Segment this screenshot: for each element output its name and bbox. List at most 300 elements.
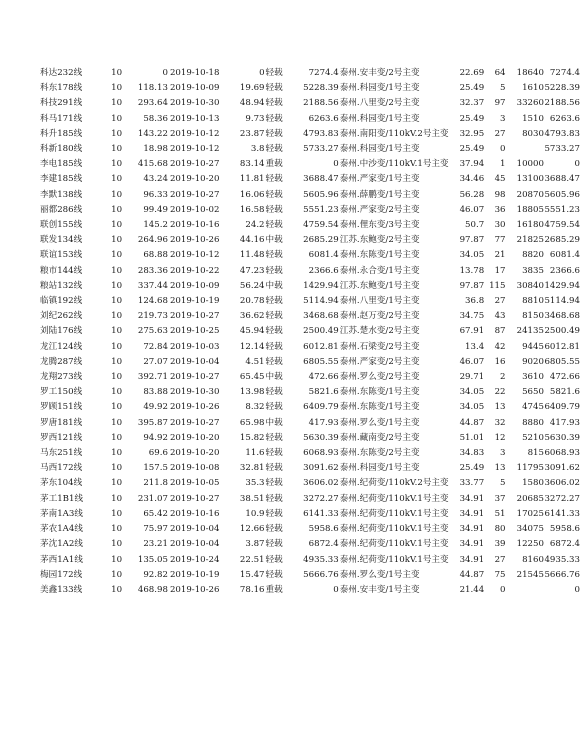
cell-available-capacity: 5228.39: [303, 83, 339, 94]
cell-max-current: 211.8: [143, 478, 168, 489]
table-row: [40, 400, 580, 415]
cell-transformer-load-rate: 44.87: [459, 569, 485, 580]
cell-transformer-load-rate: 34.91: [459, 493, 485, 504]
cell-transformer-load-rate: 34.91: [459, 508, 485, 519]
cell-transformer-load-rate: 37.94: [459, 159, 485, 170]
cell-user-count: 3: [500, 113, 506, 124]
cell-transformer-load-rate: 32.95: [459, 128, 485, 139]
cell-installed-capacity: 21545: [516, 569, 544, 580]
cell-load-status: 轻载: [265, 432, 283, 443]
cell-remaining-capacity: 4759.54: [544, 220, 580, 231]
cell-remaining-capacity: 4793.83: [544, 128, 580, 139]
cell-max-current: 118.13: [137, 83, 168, 94]
cell-date: 2019-10-20: [169, 174, 220, 185]
cell-max-current: 124.68: [137, 296, 168, 307]
cell-transformer-load-rate: 34.05: [459, 402, 485, 413]
cell-date: 2019-10-26: [169, 235, 220, 246]
cell-substation-transformer: 泰州.薛鹏变/1号主变: [339, 189, 420, 200]
cell-load-rate: 11.81: [239, 174, 265, 185]
table-row: [40, 203, 580, 218]
cell-remaining-capacity: 5605.96: [544, 189, 580, 200]
table-row: [40, 233, 580, 248]
cell-load-status: 轻载: [265, 113, 283, 124]
cell-line-name: 联创155线: [40, 220, 83, 231]
table-row: [40, 370, 580, 385]
cell-remaining-capacity: 6068.93: [544, 448, 580, 459]
cell-user-count: 115: [489, 280, 506, 291]
cell-load-rate: 9.73: [245, 113, 265, 124]
cell-date: 2019-10-09: [169, 83, 220, 94]
table-row: [40, 96, 580, 111]
cell-load-rate: 4.51: [245, 356, 265, 367]
cell-transformer-load-rate: 25.49: [459, 144, 485, 155]
cell-user-count: 97: [494, 98, 506, 109]
cell-remaining-capacity: 4935.33: [544, 554, 580, 565]
cell-available-capacity: 3091.62: [303, 463, 339, 474]
cell-date: 2019-10-04: [169, 539, 220, 550]
cell-max-current: 415.68: [137, 159, 168, 170]
cell-voltage: 10: [111, 68, 123, 78]
cell-max-current: 49.92: [143, 402, 168, 413]
cell-transformer-load-rate: 34.05: [459, 250, 485, 261]
cell-user-count: 87: [494, 326, 506, 337]
cell-remaining-capacity: 5958.6: [549, 524, 580, 535]
cell-line-name: 科新180线: [40, 144, 83, 155]
cell-available-capacity: 4759.54: [303, 220, 339, 231]
cell-remaining-capacity: 5821.6: [549, 387, 580, 398]
cell-installed-capacity: 33260: [516, 98, 544, 109]
cell-voltage: 10: [111, 478, 123, 489]
cell-transformer-load-rate: 34.91: [459, 539, 485, 550]
cell-substation-transformer: 泰州.东陈变/2号主变: [339, 448, 420, 459]
cell-user-count: 0: [500, 144, 506, 155]
cell-voltage: 10: [111, 296, 123, 307]
cell-available-capacity: 3468.68: [303, 311, 339, 322]
table-row: [40, 248, 580, 263]
cell-load-status: 中载: [265, 417, 283, 428]
table-row: [40, 431, 580, 446]
table-row: [40, 309, 580, 324]
cell-substation-transformer: 泰州.罗么变/1号主变: [339, 569, 420, 580]
cell-substation-transformer: 泰州.严家变/2号主变: [339, 356, 420, 367]
cell-date: 2019-10-19: [169, 296, 220, 307]
cell-user-count: 75: [494, 569, 506, 580]
cell-remaining-capacity: 417.93: [549, 417, 580, 428]
cell-line-name: 罗工150线: [40, 387, 83, 398]
cell-voltage: 10: [111, 280, 123, 291]
cell-user-count: 16: [494, 356, 506, 367]
cell-load-rate: 56.24: [239, 280, 265, 291]
cell-substation-transformer: 泰州.俚东变/3号主变: [339, 220, 420, 231]
cell-voltage: 10: [111, 493, 123, 504]
cell-max-current: 99.49: [143, 204, 168, 215]
cell-substation-transformer: 泰州.科园变/1号主变: [339, 463, 420, 474]
cell-substation-transformer: 泰州.严家变/2号主变: [339, 204, 420, 215]
table-row: [40, 264, 580, 279]
cell-date: 2019-10-25: [169, 326, 220, 337]
table-row: [40, 416, 580, 431]
table-row: [40, 172, 580, 187]
cell-load-rate: 32.81: [239, 463, 265, 474]
cell-max-current: 0: [162, 68, 168, 78]
cell-max-current: 94.92: [143, 432, 168, 443]
table-row: [40, 583, 580, 598]
cell-substation-transformer: 泰州.石梁变/2号主变: [339, 341, 420, 352]
cell-available-capacity: 6141.33: [303, 508, 339, 519]
cell-available-capacity: 0: [333, 159, 339, 170]
cell-line-name: 科升185线: [40, 128, 83, 139]
cell-voltage: 10: [111, 220, 123, 231]
cell-remaining-capacity: 2188.56: [544, 98, 580, 109]
cell-date: 2019-10-27: [169, 493, 220, 504]
cell-date: 2019-10-26: [169, 584, 220, 595]
cell-load-rate: 10.9: [245, 508, 265, 519]
cell-available-capacity: 2500.49: [303, 326, 339, 337]
cell-user-count: 30: [494, 220, 506, 231]
cell-load-rate: 65.98: [239, 417, 265, 428]
cell-available-capacity: 1429.94: [303, 280, 339, 291]
cell-substation-transformer: 泰州.纪荷变/110kV.1号主变: [339, 508, 449, 519]
cell-max-current: 231.07: [137, 493, 168, 504]
cell-user-count: 0: [500, 584, 506, 595]
cell-substation-transformer: 泰州.纪荷变/110kV.2号主变: [339, 478, 449, 489]
cell-line-name: 李默138线: [40, 189, 83, 200]
cell-voltage: 10: [111, 113, 123, 124]
cell-load-status: 轻载: [265, 296, 283, 307]
cell-available-capacity: 6409.79: [303, 402, 339, 413]
cell-user-count: 3: [500, 448, 506, 459]
cell-load-status: 轻载: [265, 508, 283, 519]
cell-substation-transformer: 泰州.藏南变/2号主变: [339, 432, 420, 443]
cell-date: 2019-10-03: [169, 341, 220, 352]
cell-available-capacity: 0: [333, 584, 339, 595]
cell-max-current: 75.97: [143, 524, 168, 535]
cell-line-name: 丽都286线: [40, 204, 83, 215]
cell-load-status: 中载: [265, 372, 283, 383]
cell-substation-transformer: 泰州.科园变/1号主变: [339, 144, 420, 155]
cell-voltage: 10: [111, 265, 123, 276]
cell-date: 2019-10-12: [169, 128, 220, 139]
cell-substation-transformer: 江苏.东鲍变/2号主变: [339, 235, 420, 246]
table-row: [40, 142, 580, 157]
cell-installed-capacity: 4745: [522, 402, 544, 413]
cell-installed-capacity: 3835: [522, 265, 544, 276]
cell-load-status: 轻载: [265, 478, 283, 489]
cell-available-capacity: 6012.81: [303, 341, 339, 352]
cell-remaining-capacity: 0: [574, 159, 580, 170]
cell-remaining-capacity: 6141.33: [544, 508, 580, 519]
cell-substation-transformer: 泰州.纪荷变/110kV.1号主变: [339, 539, 449, 550]
cell-load-rate: 15.82: [239, 432, 265, 443]
cell-installed-capacity: 1510: [522, 113, 544, 124]
cell-line-name: 罗顾151线: [40, 402, 83, 413]
cell-transformer-load-rate: 34.46: [459, 174, 485, 185]
cell-remaining-capacity: 7274.4: [549, 68, 580, 78]
cell-load-rate: 47.23: [239, 265, 265, 276]
cell-user-count: 36: [494, 204, 506, 215]
cell-line-name: 茅东104线: [40, 478, 83, 489]
cell-substation-transformer: 泰州.罗么变/1号主变: [339, 417, 420, 428]
cell-available-capacity: 5958.6: [308, 524, 339, 535]
cell-load-status: 轻载: [265, 402, 283, 413]
cell-installed-capacity: 18805: [516, 204, 544, 215]
cell-transformer-load-rate: 36.8: [465, 296, 485, 307]
cell-substation-transformer: 泰州.罗么变/2号主变: [339, 372, 420, 383]
cell-load-rate: 11.6: [245, 448, 265, 459]
cell-max-current: 72.84: [143, 341, 168, 352]
cell-substation-transformer: 泰州.安丰变/2号主变: [339, 68, 420, 78]
table-row: [40, 157, 580, 172]
table-body: [40, 66, 580, 598]
cell-line-name: 罗唐181线: [40, 417, 83, 428]
cell-transformer-load-rate: 13.4: [465, 341, 485, 352]
cell-available-capacity: 472.66: [308, 372, 339, 383]
cell-date: 2019-10-05: [169, 478, 220, 489]
table-row: [40, 568, 580, 583]
cell-installed-capacity: [506, 142, 544, 157]
cell-substation-transformer: 泰州.纪荷变/110kV.1号主变: [339, 554, 449, 565]
cell-load-status: 轻载: [265, 174, 283, 185]
cell-date: 2019-10-09: [169, 280, 220, 291]
cell-substation-transformer: 泰州.科园变/1号主变: [339, 113, 420, 124]
cell-load-rate: 15.47: [239, 569, 265, 580]
cell-transformer-load-rate: 46.07: [459, 204, 485, 215]
cell-installed-capacity: 21825: [516, 235, 544, 246]
cell-load-rate: 12.14: [239, 341, 265, 352]
cell-installed-capacity: 34075: [516, 524, 544, 535]
cell-user-count: 32: [494, 417, 506, 428]
cell-available-capacity: 5114.94: [303, 296, 339, 307]
cell-remaining-capacity: 2685.29: [544, 235, 580, 246]
cell-user-count: 43: [494, 311, 506, 322]
cell-date: 2019-10-30: [169, 387, 220, 398]
cell-user-count: 45: [494, 174, 506, 185]
cell-installed-capacity: 8810: [522, 296, 544, 307]
cell-line-name: 联发134线: [40, 235, 83, 246]
cell-substation-transformer: 泰州.纪荷变/110kV.1号主变: [339, 493, 449, 504]
cell-voltage: 10: [111, 128, 123, 139]
cell-line-name: 美鑫133线: [40, 584, 83, 595]
cell-max-current: 468.98: [137, 584, 168, 595]
cell-installed-capacity: 11795: [516, 463, 544, 474]
cell-installed-capacity: 8160: [522, 554, 544, 565]
cell-available-capacity: 6263.6: [308, 113, 339, 124]
cell-transformer-load-rate: 21.44: [459, 584, 485, 595]
cell-user-count: 5: [500, 83, 506, 94]
cell-installed-capacity: 10000: [516, 159, 544, 170]
cell-installed-capacity: 8880: [522, 417, 544, 428]
cell-installed-capacity: 24135: [516, 326, 544, 337]
cell-load-rate: 22.51: [239, 554, 265, 565]
cell-load-status: 轻载: [265, 311, 283, 322]
cell-load-status: 轻载: [265, 356, 283, 367]
cell-line-name: 科技291线: [40, 98, 83, 109]
cell-voltage: 10: [111, 235, 123, 246]
cell-remaining-capacity: 5630.39: [544, 432, 580, 443]
cell-date: 2019-10-18: [169, 68, 220, 78]
cell-installed-capacity: 9020: [522, 356, 544, 367]
cell-user-count: 12: [494, 432, 506, 443]
cell-substation-transformer: 泰州.中沙变/110kV.1号主变: [339, 159, 449, 170]
cell-transformer-load-rate: 34.75: [459, 311, 485, 322]
cell-date: 2019-10-27: [169, 189, 220, 200]
cell-date: 2019-10-22: [169, 265, 220, 276]
table-row: [40, 324, 580, 339]
cell-substation-transformer: 泰州.安丰变/1号主变: [339, 584, 420, 595]
cell-available-capacity: 5733.27: [303, 144, 339, 155]
cell-load-status: 轻载: [265, 83, 283, 94]
cell-line-name: 龙翔273线: [40, 372, 83, 383]
table-row: [40, 355, 580, 370]
cell-voltage: 10: [111, 98, 123, 109]
cell-installed-capacity: 20870: [516, 189, 544, 200]
cell-line-name: 马东251线: [40, 448, 83, 459]
cell-available-capacity: 7274.4: [308, 68, 339, 78]
cell-line-name: 粮站132线: [40, 280, 83, 291]
cell-max-current: 69.6: [148, 448, 168, 459]
cell-available-capacity: 2366.6: [308, 265, 339, 276]
cell-load-rate: 45.94: [239, 326, 265, 337]
cell-load-rate: 16.58: [239, 204, 265, 215]
cell-load-status: 重载: [265, 159, 283, 170]
cell-load-status: 轻载: [265, 98, 283, 109]
cell-line-name: 龙江124线: [40, 341, 83, 352]
cell-substation-transformer: 泰州.东陈变/1号主变: [339, 387, 420, 398]
cell-voltage: 10: [111, 402, 123, 413]
cell-max-current: 143.22: [137, 128, 168, 139]
table-row: [40, 461, 580, 476]
cell-voltage: 10: [111, 174, 123, 185]
cell-load-status: 轻载: [265, 539, 283, 550]
cell-max-current: 275.63: [137, 326, 168, 337]
cell-substation-transformer: 泰州.东陈变/1号主变: [339, 250, 420, 261]
table-row: [40, 385, 580, 400]
cell-substation-transformer: 泰州.严家变/1号主变: [339, 174, 420, 185]
cell-max-current: 92.82: [143, 569, 168, 580]
cell-line-name: 茅南1A3线: [40, 508, 83, 519]
cell-voltage: 10: [111, 569, 123, 580]
cell-remaining-capacity: 6872.4: [549, 539, 580, 550]
cell-remaining-capacity: 6012.81: [544, 341, 580, 352]
cell-remaining-capacity: 6081.4: [549, 250, 580, 261]
cell-load-rate: 20.78: [239, 296, 265, 307]
cell-transformer-load-rate: 44.87: [459, 417, 485, 428]
cell-transformer-load-rate: 97.87: [459, 280, 485, 291]
cell-available-capacity: 4935.33: [303, 554, 339, 565]
cell-load-status: 轻载: [265, 341, 283, 352]
cell-load-status: 轻载: [265, 204, 283, 215]
cell-available-capacity: 6081.4: [308, 250, 339, 261]
cell-remaining-capacity: 3688.47: [544, 174, 580, 185]
cell-substation-transformer: 泰州.永合变/1号主变: [339, 265, 420, 276]
cell-remaining-capacity: 0: [574, 584, 580, 595]
cell-load-rate: 13.98: [239, 387, 265, 398]
cell-load-rate: 23.87: [239, 128, 265, 139]
cell-transformer-load-rate: 34.91: [459, 554, 485, 565]
cell-load-status: 轻载: [265, 569, 283, 580]
table-row: [40, 476, 580, 491]
cell-remaining-capacity: 1429.94: [544, 280, 580, 291]
cell-installed-capacity: 18640: [516, 68, 544, 78]
cell-max-current: 83.88: [143, 387, 168, 398]
cell-substation-transformer: 泰州.东陈变/1号主变: [339, 402, 420, 413]
cell-date: 2019-10-20: [169, 432, 220, 443]
cell-transformer-load-rate: 67.91: [459, 326, 485, 337]
cell-load-status: 轻载: [265, 524, 283, 535]
cell-load-status: 轻载: [265, 265, 283, 276]
cell-remaining-capacity: 3468.68: [544, 311, 580, 322]
cell-substation-transformer: 泰州.赵万变/2号主变: [339, 311, 420, 322]
cell-user-count: 39: [494, 539, 506, 550]
cell-load-rate: 35.3: [245, 478, 265, 489]
cell-available-capacity: 3688.47: [303, 174, 339, 185]
cell-load-rate: 48.94: [239, 98, 265, 109]
cell-max-current: 264.96: [137, 235, 168, 246]
cell-line-name: 粮市144线: [40, 265, 83, 276]
cell-installed-capacity: 20685: [516, 493, 544, 504]
cell-user-count: 80: [494, 524, 506, 535]
cell-available-capacity: 2685.29: [303, 235, 339, 246]
cell-available-capacity: 5605.96: [303, 189, 339, 200]
cell-installed-capacity: 3610: [522, 372, 544, 383]
cell-load-rate: 36.62: [239, 311, 265, 322]
cell-load-rate: 3.8: [250, 144, 265, 155]
table-row: [40, 294, 580, 309]
cell-max-current: 58.36: [143, 113, 168, 124]
cell-transformer-load-rate: 34.83: [459, 448, 485, 459]
cell-date: 2019-10-16: [169, 220, 220, 231]
cell-available-capacity: 5821.6: [308, 387, 339, 398]
cell-load-rate: 16.06: [239, 189, 265, 200]
cell-transformer-load-rate: 33.77: [459, 478, 485, 489]
cell-max-current: 337.44: [137, 280, 168, 291]
cell-installed-capacity: 12250: [516, 539, 544, 550]
cell-line-name: 科马171线: [40, 113, 83, 124]
cell-line-name: 临镇192线: [40, 296, 83, 307]
cell-line-name: 茅农1A4线: [40, 524, 83, 535]
cell-max-current: 395.87: [137, 417, 168, 428]
cell-remaining-capacity: 3272.27: [544, 493, 580, 504]
cell-max-current: 283.36: [137, 265, 168, 276]
cell-user-count: 37: [494, 493, 506, 504]
cell-installed-capacity: 5650: [522, 387, 544, 398]
cell-voltage: 10: [111, 448, 123, 459]
cell-date: 2019-10-27: [169, 372, 220, 383]
cell-date: 2019-10-16: [169, 508, 220, 519]
cell-transformer-load-rate: 25.49: [459, 463, 485, 474]
cell-substation-transformer: 江苏.楚水变/2号主变: [339, 326, 420, 337]
cell-date: 2019-10-27: [169, 311, 220, 322]
cell-user-count: 22: [494, 387, 506, 398]
cell-voltage: 10: [111, 356, 123, 367]
cell-installed-capacity: 9445: [522, 341, 544, 352]
cell-date: 2019-10-02: [169, 204, 220, 215]
cell-line-name: 李电185线: [40, 159, 83, 170]
table-row: [40, 492, 580, 507]
cell-load-status: 中载: [265, 280, 283, 291]
cell-voltage: 10: [111, 189, 123, 200]
cell-remaining-capacity: 3606.02: [544, 478, 580, 489]
cell-transformer-load-rate: 25.49: [459, 113, 485, 124]
cell-remaining-capacity: 472.66: [549, 372, 580, 383]
cell-user-count: 5: [500, 478, 506, 489]
cell-load-rate: 38.51: [239, 493, 265, 504]
cell-installed-capacity: 1580: [522, 478, 544, 489]
cell-voltage: 10: [111, 387, 123, 398]
table-row: [40, 218, 580, 233]
cell-date: 2019-10-19: [169, 569, 220, 580]
cell-installed-capacity: 8150: [522, 311, 544, 322]
